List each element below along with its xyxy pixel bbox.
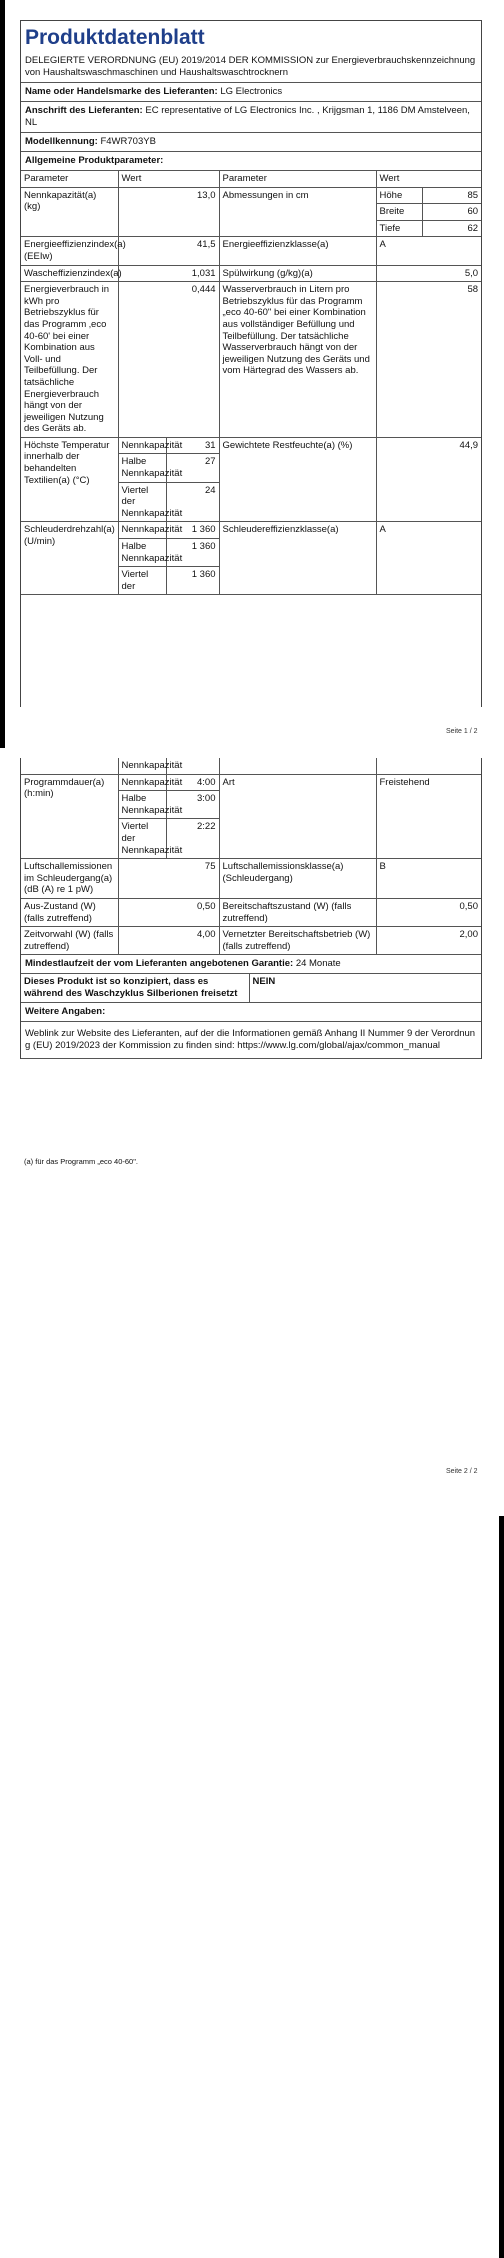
table-row [21,437,481,454]
spin-full-label: Nennkapazität [118,522,166,539]
table-row [21,237,481,265]
further-text: Weblink zur Website des Lieferanten, auf der die Informationen gemäß Anhang II Nummer 9 der Verordnung (EU) 2019/2023 der Kommission zu finden sind: https://www.lg.com/global/ajax/common_manual [21,1022,481,1059]
col-param-header: Parameter [219,171,376,187]
page-edge [499,1516,504,2258]
table-row [21,974,481,1002]
further-heading: Weitere Angaben: [21,1003,481,1022]
warranty-row [21,955,481,974]
delay-label: Zeitvorwahl (W) (falls zutreffend) [21,927,118,955]
wash-value: 1,031 [118,265,219,282]
noiseclass-value: B [376,859,481,899]
spin-cont-empty [219,758,376,774]
dimensions-label: Abmessungen in cm [219,187,376,237]
capacity-value: 13,0 [118,187,219,237]
supplier-name-row [21,83,481,102]
off-value: 0,50 [118,898,219,926]
general-params-heading: Allgemeine Produktparameter: [21,152,481,171]
dur-quarter-label: Viertel der Nennkapazität [118,819,166,859]
wash-label: Wascheffizienzindex(a) [21,265,118,282]
moisture-label: Gewichtete Restfeuchte(a) (%) [219,437,376,522]
page-1 [0,0,504,748]
eclass-value: A [376,237,481,265]
page-title: Produktdatenblatt [25,26,205,49]
energy-value: 0,444 [118,282,219,438]
dur-half-value: 3:00 [166,791,219,819]
temp-quarter-label: Viertel der Nennkapazität [118,482,166,522]
supplier-address-row [21,102,481,133]
datasheet-page-2 [20,758,482,1059]
off-label: Aus-Zustand (W) (falls zutreffend) [21,898,118,926]
temp-full-value: 31 [166,437,219,454]
standby-label: Bereitschaftszustand (W) (falls zutreffend) [219,898,376,926]
silver-value: NEIN [249,974,481,1002]
page-number: Seite 2 / 2 [446,1468,478,1475]
depth-label: Tiefe [376,220,422,237]
table-row [21,187,481,204]
eei-value: 41,5 [118,237,219,265]
table-row [21,927,481,955]
width-value: 60 [422,204,481,221]
capacity-label: Nennkapazität(a) (kg) [21,187,118,237]
spin-cont-label: Nennkapazität [118,758,166,774]
footnote: (a) für das Programm „eco 40-60". [24,1157,138,1166]
spin-half-value: 1 360 [166,539,219,567]
network-value: 2,00 [376,927,481,955]
silver-label: Dieses Produkt ist so konzipiert, dass es während des Waschzyklus Silberionen freisetzt [21,974,249,1002]
dur-half-label: Halbe Nennkapazität [118,791,166,819]
height-value: 85 [422,187,481,204]
spinclass-value: A [376,522,481,595]
table-row [21,282,481,438]
model-label: Modellkennung: [25,136,98,147]
temp-full-label: Nennkapazität [118,437,166,454]
col-param-header: Parameter [21,171,118,187]
spinclass-label: Schleudereffizienzklasse(a) [219,522,376,595]
dur-full-value: 4:00 [166,774,219,791]
regulation-text: DELEGIERTE VERORDNUNG (EU) 2019/2014 DER KOMMISSION zur Energieverbrauchskennzeichnung von Haushaltswaschmaschinen und Haushaltswaschtrocknern [21,52,481,83]
silver-table [21,974,481,1002]
energy-label: Energieverbrauch in kWh pro Betriebszyklus für das Programm ‚eco 40-60' bei einer Kombination aus Voll- und Teilbefüllung. Der tatsächliche Energieverbrauch hängt von der jeweiligen Nutzung des Geräts ab. [21,282,118,438]
width-label: Breite [376,204,422,221]
rinse-label: Spülwirkung (g/kg)(a) [219,265,376,282]
spin-cont-empty [21,758,118,774]
depth-value: 62 [422,220,481,237]
temp-label: Höchste Temperatur innerhalb der behandelten Textilien(a) (°C) [21,437,118,522]
table-row [21,522,481,539]
model-id: F4WR703YB [100,136,156,147]
spin-label: Schleuderdrehzahl(a) (U/min) [21,522,118,595]
rinse-value: 5,0 [376,265,481,282]
temp-half-label: Halbe Nennkapazität [118,454,166,482]
type-label: Art [219,774,376,859]
supplier-name: LG Electronics [220,86,283,97]
spin-quarter-label: Viertel der [118,567,166,595]
spin-half-label: Halbe Nennkapazität [118,539,166,567]
page-number: Seite 1 / 2 [446,728,478,735]
temp-half-value: 27 [166,454,219,482]
supplier-address-label: Anschrift des Lieferanten: [25,105,143,116]
page-2 [0,758,504,1500]
model-row [21,133,481,152]
spin-full-value: 1 360 [166,522,219,539]
temp-quarter-value: 24 [166,482,219,522]
dur-quarter-value: 2:22 [166,819,219,859]
datasheet-page-1 [20,20,482,707]
supplier-name-label: Name oder Handelsmarke des Lieferanten: [25,86,218,97]
network-label: Vernetzter Bereitschaftsbetrieb (W) (falls zutreffend) [219,927,376,955]
water-value: 58 [376,282,481,438]
duration-label: Programmdauer(a) (h:min) [21,774,118,859]
height-label: Höhe [376,187,422,204]
table-row [21,859,481,899]
table-row [21,774,481,791]
standby-value: 0,50 [376,898,481,926]
eei-label: Energieeffizienzindex(a) (EEIw) [21,237,118,265]
col-value-header: Wert [118,171,219,187]
spin-cont-empty [376,758,481,774]
water-label: Wasserverbrauch in Litern pro Betriebszyklus für das Programm „eco 40-60" bei einer Kombination aus vollständiger Befüllung und Teilbefüllung. Der tatsächliche Wasserverbrauch hängt von der jeweiligen Nutzung des Geräts und vom Härtegrad des Wassers ab. [219,282,376,438]
spin-quarter-value: 1 360 [166,567,219,595]
col-value-header: Wert [376,171,481,187]
table-row [21,758,481,774]
warranty-label: Mindestlaufzeit der vom Lieferanten angebotenen Garantie: [25,958,294,970]
dur-full-label: Nennkapazität [118,774,166,791]
table-row [21,898,481,926]
params-table [21,171,481,595]
table-row [21,265,481,282]
params-table-continued [21,758,481,955]
warranty-value: 24 Monate [295,958,341,970]
eclass-label: Energieeffizienzklasse(a) [219,237,376,265]
noise-value: 75 [118,859,219,899]
noise-label: Luftschallemissionen im Schleudergang(a) (dB (A) re 1 pW) [21,859,118,899]
page-edge [0,0,5,748]
table-header-row [21,171,481,187]
supplier-address: EC representative of LG Electronics Inc. , Krijgsman 1, 1186 DM Amstelveen, NL [25,105,470,128]
noiseclass-label: Luftschallemissionsklasse(a) (Schleudergang) [219,859,376,899]
delay-value: 4,00 [118,927,219,955]
type-value: Freistehend [376,774,481,859]
moisture-value: 44,9 [376,437,481,522]
